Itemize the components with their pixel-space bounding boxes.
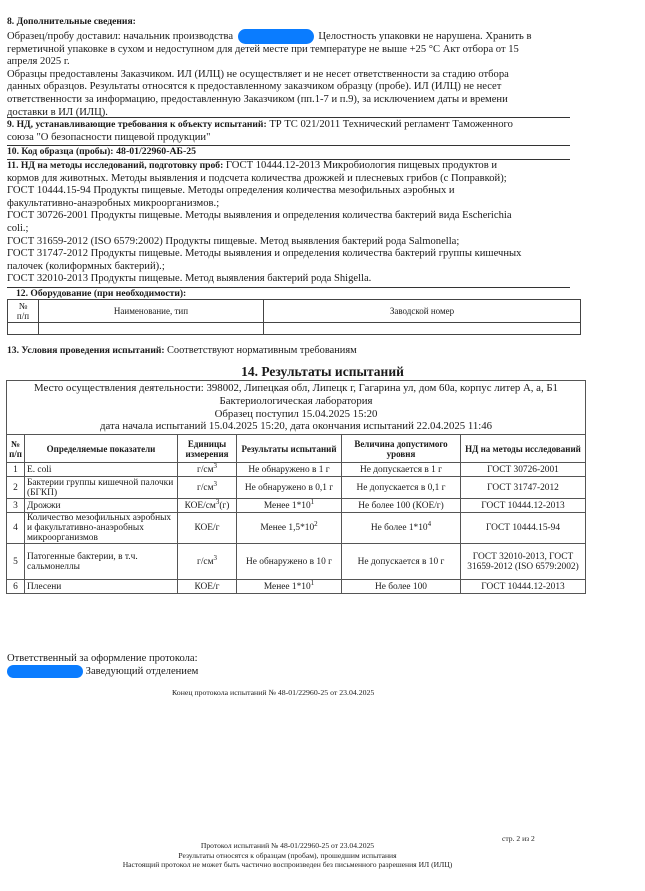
- row-num: 3: [7, 499, 25, 513]
- method-line-6: coli.;: [7, 222, 29, 234]
- row-method: ГОСТ 10444.12-2013: [461, 580, 586, 594]
- row-method: ГОСТ 32010-2013, ГОСТ 31659-2012 (ISO 6579:2002): [461, 544, 586, 580]
- section-13-conditions: [7, 345, 357, 356]
- row-indicator: Бактерии группы кишечной палочки (БГКП): [25, 477, 178, 499]
- footer-results-note: Результаты относятся к образцам (пробам), прошедшим испытания: [178, 850, 397, 860]
- act-date-text: апреля 2025 г.: [7, 56, 70, 68]
- section-9-value-cont: союза "О безопасности пищевой продукции": [7, 131, 211, 143]
- section-10-label: 10. Код образца (пробы):: [7, 146, 114, 157]
- section-8-label: 8. Дополнительные сведения:: [7, 16, 136, 27]
- results-title: 14. Результаты испытаний: [241, 364, 404, 379]
- results-row: [7, 544, 586, 580]
- row-limit: Не более 100 (КОЕ/г): [342, 499, 461, 513]
- row-unit: КОЕ/$см^3(г)$: [178, 499, 237, 513]
- row-method: ГОСТ 10444.15-94: [461, 513, 586, 544]
- redacted-name: [238, 29, 314, 44]
- row-result: Менее $1*10^1$: [237, 580, 342, 594]
- method-line-9: палочек (колиформных бактерий).;: [7, 260, 165, 272]
- row-num: 4: [7, 513, 25, 544]
- sample-code: 48-01/22960-АБ-25: [116, 146, 197, 157]
- row-indicator: Плесени: [25, 580, 178, 594]
- equipment-col-serial: Заводской номер: [264, 300, 581, 323]
- results-row: [7, 513, 586, 544]
- results-row: [7, 499, 586, 513]
- section-8-additional-info: [7, 16, 570, 119]
- col-limit: Величина допустимого уровня: [342, 435, 461, 463]
- method-line-3: ГОСТ 10444.15-94 Продукты пищевые. Методы определения количества мезофильных аэробных и: [7, 185, 455, 197]
- results-row: [7, 580, 586, 594]
- row-indicator: Патогенные бактерии, в т.ч. сальмонеллы: [25, 544, 178, 580]
- row-result: Не обнаружено в 10 г: [237, 544, 342, 580]
- lab-name: Бактериологическая лаборатория: [219, 394, 373, 407]
- method-line-5: ГОСТ 30726-2001 Продукты пищевые. Методы выявления и определения количества бактерий вида Escherichia: [7, 210, 512, 222]
- footer-reproduction-note: Настоящий протокол не может быть частично воспроизведен без письменного разрешения ИЛ (ИЛЦ): [122, 860, 453, 870]
- col-num: № п/п: [7, 435, 25, 463]
- redacted-signatory: [7, 665, 83, 678]
- row-indicator: E. coli: [25, 463, 178, 477]
- row-unit: КОЕ/г: [178, 513, 237, 544]
- method-line-10: ГОСТ 32010-2013 Продукты пищевые. Метод выявления бактерий рода Shigella.: [7, 273, 372, 285]
- received-date: Образец поступил 15.04.2025 15:20: [214, 407, 378, 420]
- results-header-info: [7, 381, 586, 435]
- row-result: Не обнаружено в 1 г: [237, 463, 342, 477]
- storage-text: герметичной упаковке в сухом и недоступном для детей месте при температуре не выше +25 °С Акт отбора от 15: [7, 43, 519, 55]
- signature-block: [7, 652, 198, 678]
- row-result: Не обнаружено в 0,1 г: [237, 477, 342, 499]
- row-num: 2: [7, 477, 25, 499]
- row-limit: Не допускается в 1 г: [342, 463, 461, 477]
- row-limit: Не более 100: [342, 580, 461, 594]
- delivered-by-text: Образец/пробу доставил: начальник производства: [7, 30, 234, 42]
- results-row: [7, 463, 586, 477]
- row-unit: $г/см^3$: [178, 544, 237, 580]
- row-limit: Не допускается в 0,1 г: [342, 477, 461, 499]
- end-of-protocol: Конец протокола испытаний № 48-01/22960-25 от 23.04.2025: [172, 688, 375, 697]
- row-num: 6: [7, 580, 25, 594]
- row-unit: $г/см^3$: [178, 463, 237, 477]
- signatory-position: Заведующий отделением: [85, 666, 199, 677]
- row-num: 1: [7, 463, 25, 477]
- results-row: [7, 477, 586, 499]
- disclaimer-line-4: доставки в ИЛ (ИЛЦ).: [7, 106, 108, 118]
- row-limit: Не более $1*10^4$: [342, 513, 461, 544]
- method-line-1: ГОСТ 10444.12-2013 Микробиология пищевых продуктов и: [225, 160, 498, 171]
- test-dates: дата начала испытаний 15.04.2025 15:20, дата окончания испытаний 22.04.2025 11:46: [99, 420, 493, 433]
- section-11-methods: [7, 160, 570, 286]
- disclaimer-line-1: Образцы предоставлены Заказчиком. ИЛ (ИЛЦ) не осуществляет и не несет ответственности за стадию отбора: [7, 68, 509, 80]
- row-method: ГОСТ 31747-2012: [461, 477, 586, 499]
- col-units: Единицы измерения: [178, 435, 237, 463]
- equipment-col-name: Наименование, тип: [39, 300, 264, 323]
- col-result: Результаты испытаний: [237, 435, 342, 463]
- section-9-label: 9. НД, устанавливающие требования к объекту испытаний:: [7, 119, 267, 130]
- package-integrity-text: Целостность упаковки не нарушена. Хранить в: [318, 30, 532, 42]
- disclaimer-line-2: данных образцов. Результаты относятся к предоставленному заказчиком образцу (пробе). ИЛ (ИЛЦ) не несет: [7, 81, 502, 93]
- row-indicator: Количество мезофильных аэробных и факультативно-анаэробных микроорганизмов: [25, 513, 178, 544]
- method-line-4: факультативно-анаэробных микроорганизмов.;: [7, 197, 220, 209]
- col-indicator: Определяемые показатели: [25, 435, 178, 463]
- section-9-value: ТР ТС 021/2011 Технический регламент Таможенного: [269, 119, 513, 130]
- section-9-requirements: [7, 119, 570, 144]
- divider: [7, 117, 570, 118]
- signature-label: Ответственный за оформление протокола:: [7, 653, 198, 664]
- disclaimer-line-3: ответственности за информацию, предоставленную Заказчиком (пп.1-7 и п.9), за исключением даты и времени: [7, 93, 508, 105]
- method-line-2: кормов для животных. Методы выявления и подсчета количества дрожжей и плесневых грибов (с Поправкой);: [7, 172, 507, 184]
- row-limit: Не допускается в 10 г: [342, 544, 461, 580]
- row-result: Менее $1,5*10^2$: [237, 513, 342, 544]
- section-11-label: 11. НД на методы исследований, подготовку проб:: [7, 160, 224, 171]
- method-line-8: ГОСТ 31747-2012 Продукты пищевые. Методы выявления и определения количества бактерий группы кишечных: [7, 248, 522, 260]
- col-method: НД на методы исследований: [461, 435, 586, 463]
- section-10-sample-code: [7, 146, 570, 159]
- row-result: Менее $1*10^1$: [237, 499, 342, 513]
- row-num: 5: [7, 544, 25, 580]
- equipment-empty-row: [8, 323, 581, 335]
- section-13-label: 13. Условия проведения испытаний:: [7, 345, 165, 356]
- method-line-7: ГОСТ 31659-2012 (ISO 6579:2002) Продукты пищевые. Метод выявления бактерий рода Salmonella;: [7, 235, 460, 247]
- row-unit: $г/см^3$: [178, 477, 237, 499]
- equipment-table: [7, 299, 581, 335]
- equipment-col-num: № п/п: [8, 300, 39, 323]
- results-column-headers: [7, 435, 586, 463]
- footer-protocol: Протокол испытаний № 48-01/22960-25 от 23.04.2025: [200, 841, 375, 850]
- results-table: [6, 380, 586, 594]
- section-12-label: 12. Оборудование (при необходимости):: [16, 288, 187, 299]
- row-unit: КОЕ/г: [178, 580, 237, 594]
- row-method: ГОСТ 10444.12-2013: [461, 499, 586, 513]
- section-13-value: Соответствуют нормативным требованиям: [167, 345, 357, 356]
- location: Место осуществления деятельности: 398002, Липецкая обл, Липецк г, Гагарина ул, дом 60а, корпус литер А, а, Б1: [34, 382, 558, 394]
- footer: [0, 841, 610, 870]
- row-method: ГОСТ 30726-2001: [461, 463, 586, 477]
- page-number: стр. 2 из 2: [502, 834, 535, 843]
- row-indicator: Дрожжи: [25, 499, 178, 513]
